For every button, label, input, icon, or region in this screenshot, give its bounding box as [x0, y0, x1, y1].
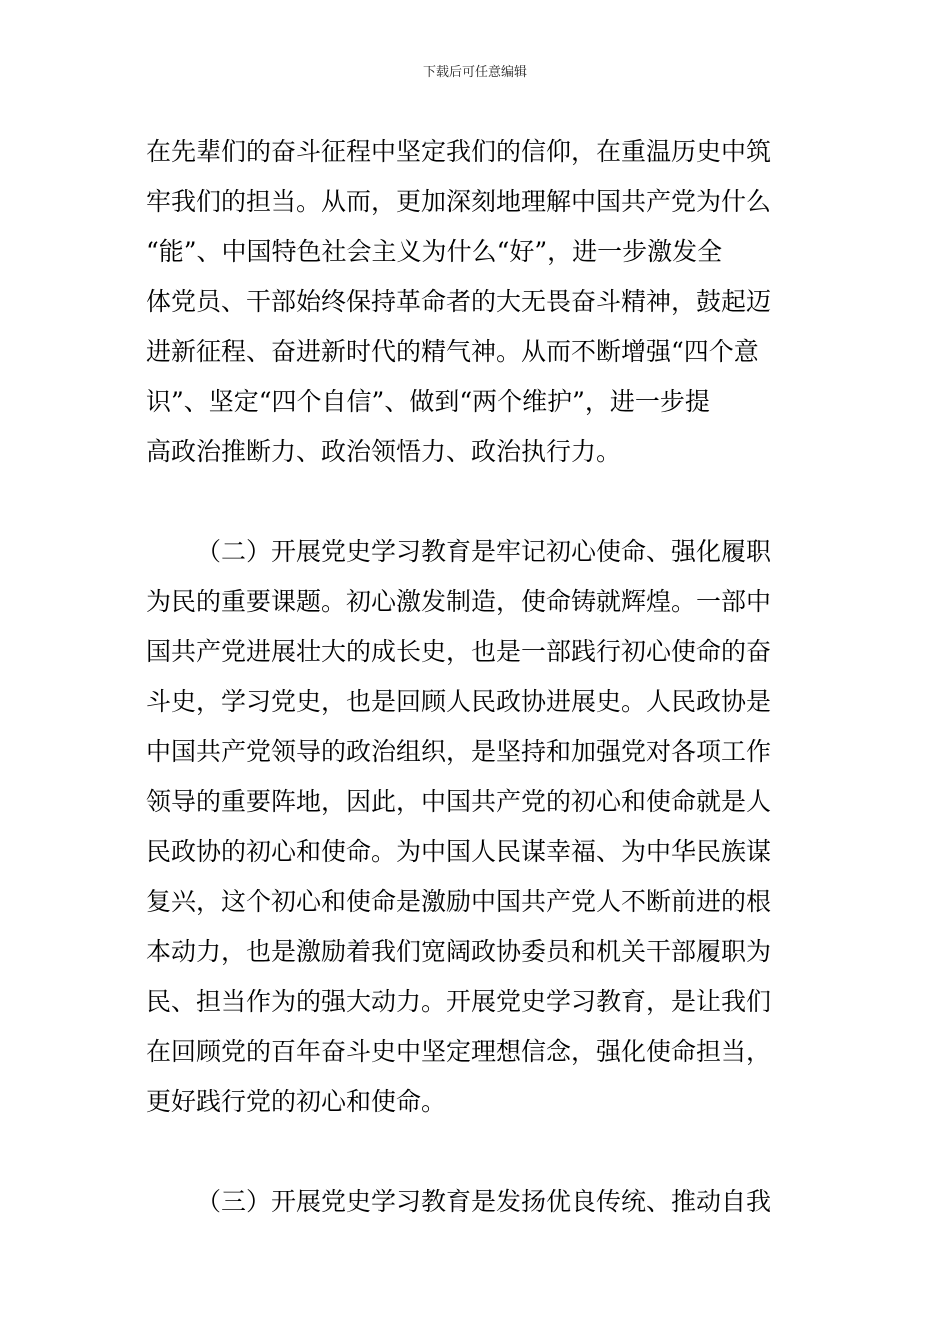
text-line: 为民的重要课题。初心激发制造，使命铸就辉煌。一部中	[146, 587, 772, 616]
paragraph-1	[146, 127, 811, 477]
page-header: 下载后可任意编辑	[422, 65, 527, 80]
text-line: （二）开展党史学习教育是牢记初心使命、强化履职	[196, 537, 772, 566]
text-line: 体党员、干部始终保持革命者的大无畏奋斗精神，鼓起迈	[146, 287, 772, 316]
document-body	[146, 127, 811, 1227]
text-line: 民、担当作为的强大动力。开展党史学习教育，是让我们	[146, 987, 772, 1016]
text-line: 复兴，这个初心和使命是激励中国共产党人不断前进的根	[146, 887, 772, 916]
paragraph-2	[146, 527, 811, 1127]
text-line: 斗史，学习党史，也是回顾人民政协进展史。人民政协是	[146, 687, 772, 716]
text-line: 更好践行党的初心和使命。	[146, 1087, 447, 1116]
text-line: 在回顾党的百年奋斗史中坚定理想信念，强化使命担当，	[146, 1037, 772, 1066]
text-line: “能”、中国特色社会主义为什么“好”，进一步激发全	[146, 237, 723, 266]
text-line: 领导的重要阵地，因此，中国共产党的初心和使命就是人	[146, 787, 772, 816]
text-line: 民政协的初心和使命。为中国人民谋幸福、为中华民族谋	[146, 837, 772, 866]
paragraph-3	[146, 1177, 811, 1227]
text-line: 本动力，也是激励着我们宽阔政协委员和机关干部履职为	[146, 937, 772, 966]
text-line: 进新征程、奋进新时代的精气神。从而不断增强“四个意	[146, 337, 759, 366]
text-line: 中国共产党领导的政治组织，是坚持和加强党对各项工作	[146, 737, 772, 766]
text-line: 识”、坚定“四个自信”、做到“两个维护”，进一步提	[146, 387, 710, 416]
text-line: 国共产党进展壮大的成长史，也是一部践行初心使命的奋	[146, 637, 772, 666]
text-line: 在先辈们的奋斗征程中坚定我们的信仰，在重温历史中筑	[146, 137, 772, 166]
text-line: 高政治推断力、政治领悟力、政治执行力。	[146, 437, 622, 466]
text-line: 牢我们的担当。从而，更加深刻地理解中国共产党为什么	[146, 187, 772, 216]
paragraph-spacer	[146, 477, 811, 527]
text-line: （三）开展党史学习教育是发扬优良传统、推动自我	[196, 1187, 772, 1216]
paragraph-spacer	[146, 1127, 811, 1177]
